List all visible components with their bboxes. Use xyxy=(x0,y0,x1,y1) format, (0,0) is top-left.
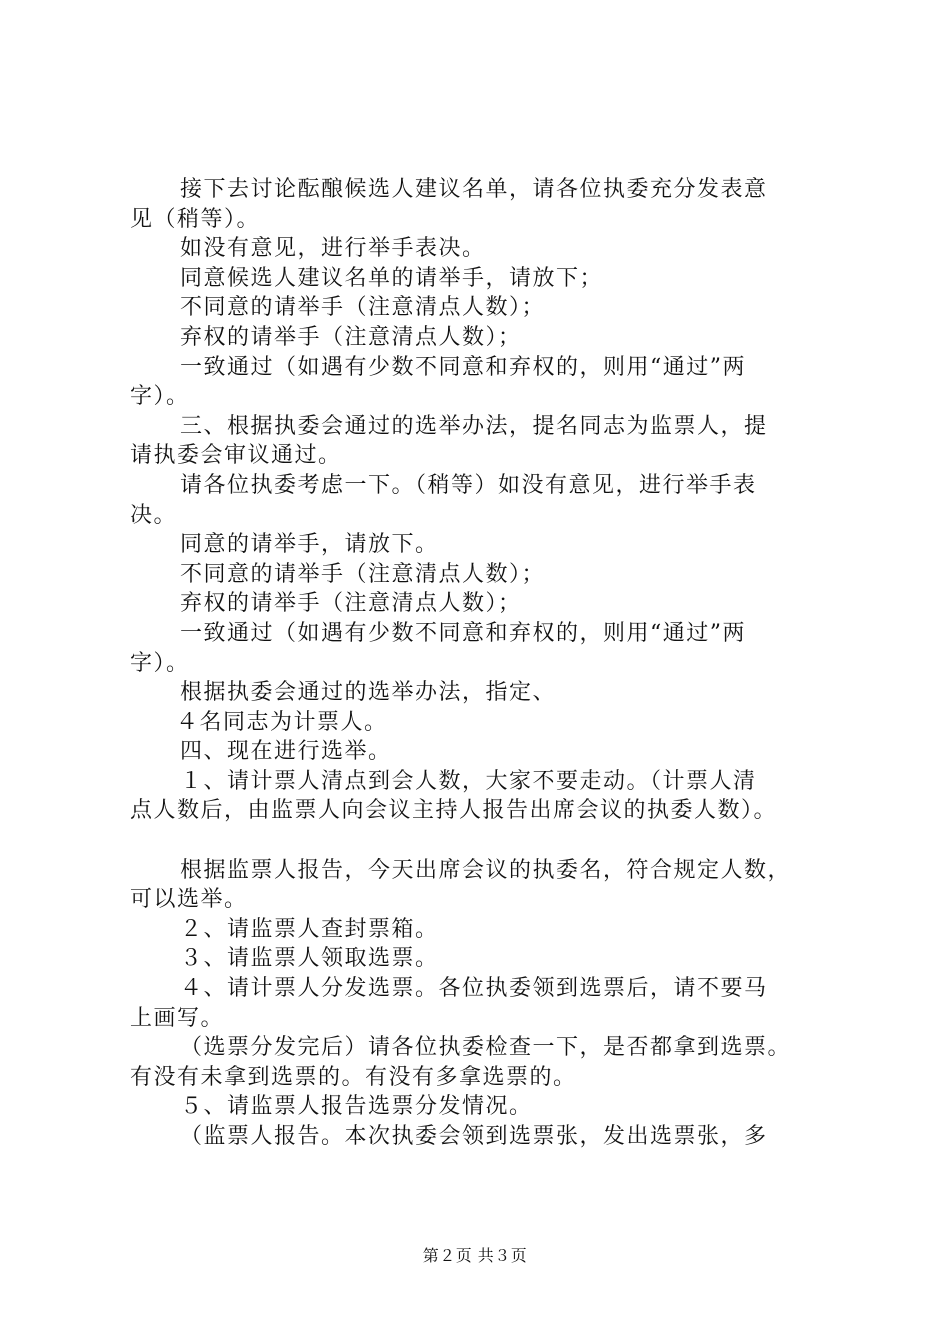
paragraph-line: 弃权的请举手（注意清点人数）； xyxy=(180,324,522,350)
paragraph-line: 可以选举。 xyxy=(130,887,248,913)
paragraph-line: 三、根据执委会通过的选举办法，提名同志为监票人，提 xyxy=(180,413,768,439)
paragraph-line: 字）。 xyxy=(130,650,190,676)
paragraph-line: 请执委会审议通过。 xyxy=(130,443,342,469)
paragraph-line: 请各位执委考虑一下。（稍等）如没有意见，进行举手表 xyxy=(180,472,757,498)
paragraph-line: ４名同志为计票人。 xyxy=(176,709,388,735)
paragraph-line: ３、请监票人领取选票。 xyxy=(180,946,439,972)
paragraph-line: 同意候选人建议名单的请举手，请放下； xyxy=(180,265,604,291)
paragraph-line: 弃权的请举手（注意清点人数）； xyxy=(180,591,522,617)
paragraph-line: （监票人报告。本次执委会领到选票张，发出选票张，多 xyxy=(180,1124,768,1149)
paragraph-line: １、请计票人清点到会人数，大家不要走动。（计票人清 xyxy=(180,768,757,794)
paragraph-line: 同意的请举手，请放下。 xyxy=(180,532,439,558)
paragraph-line: 不同意的请举手（注意清点人数）； xyxy=(180,561,546,587)
paragraph-line: 一致通过（如遇有少数不同意和弃权的，则用“通过”两 xyxy=(180,620,746,646)
paragraph-line: 如没有意见，进行举手表决。 xyxy=(180,236,486,262)
document-body xyxy=(130,175,835,1152)
paragraph-line: 四、现在进行选举。 xyxy=(180,739,392,765)
paragraph-line: 字）。 xyxy=(130,384,190,410)
paragraph-line: 决。 xyxy=(130,502,178,528)
paragraph-line: 接下去讨论酝酿候选人建议名单，请各位执委充分发表意 xyxy=(180,177,768,202)
page-number-footer: 第２页 共３页 xyxy=(422,1246,528,1265)
paragraph-line: ５、请监票人报告选票分发情况。 xyxy=(180,1094,533,1120)
paragraph-line: 见（稍等）。 xyxy=(130,206,261,232)
paragraph-line: 上画写。 xyxy=(130,1005,225,1031)
paragraph-line: 点人数后，由监票人向会议主持人报告出席会议的执委人数）。 xyxy=(130,798,778,824)
blank-line xyxy=(130,826,835,856)
paragraph-line: 根据执委会通过的选举办法，指定、 xyxy=(180,680,557,706)
paragraph-line: 有没有未拿到选票的。有没有多拿选票的。 xyxy=(130,1064,577,1090)
paragraph-line: ２、请监票人查封票箱。 xyxy=(180,916,439,942)
paragraph-line: 不同意的请举手（注意清点人数）； xyxy=(180,295,546,321)
paragraph-line: （选票分发完后）请各位执委检查一下，是否都拿到选票。 xyxy=(180,1035,792,1061)
paragraph-line: 根据监票人报告，今天出席会议的执委名，符合规定人数， xyxy=(180,857,792,883)
paragraph-line: ４、请计票人分发选票。各位执委领到选票后，请不要马 xyxy=(180,976,768,1002)
paragraph-line: 一致通过（如遇有少数不同意和弃权的，则用“通过”两 xyxy=(180,354,746,380)
